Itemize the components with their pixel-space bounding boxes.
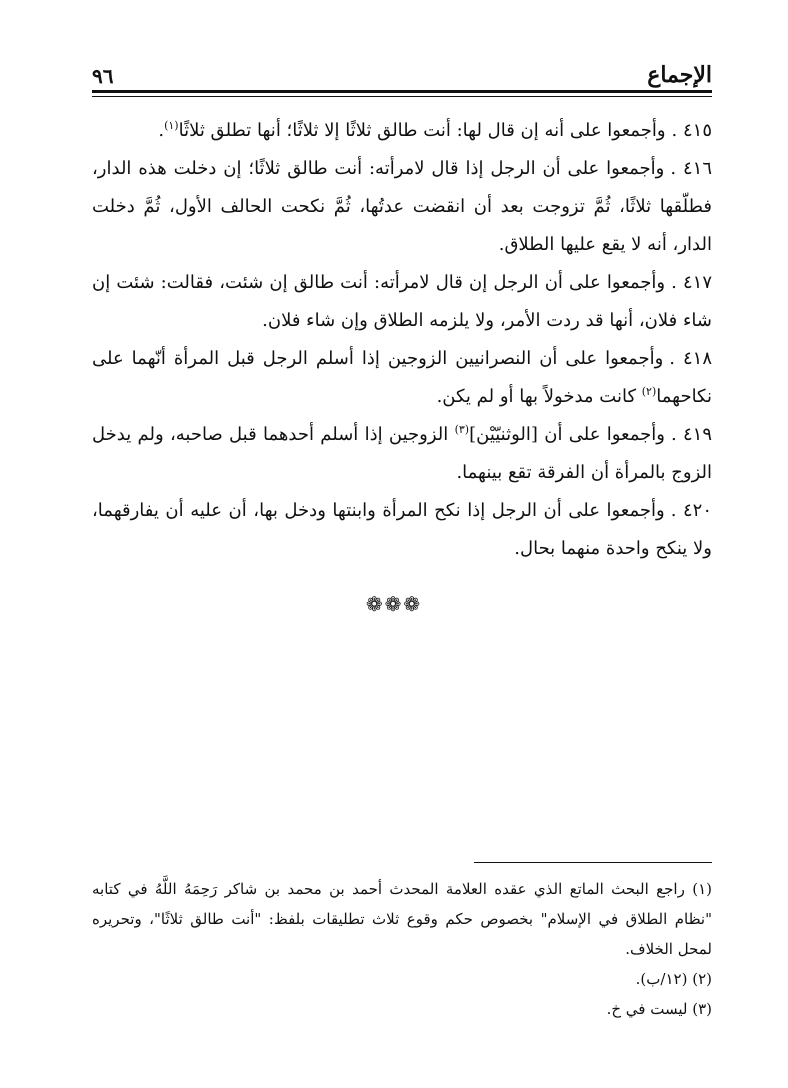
paragraph-number: ٤١٩ . (670, 424, 712, 445)
footnote-separator (474, 862, 712, 863)
paragraph-number: ٤١٥ . (671, 120, 712, 141)
paragraph-text: وأجمعوا على أن الرجل إن قال لامرأته: أنت طالق إن شئت، فقالت: شئت إن شاء فلان، أنها قد ردت الأمر، ولا يلزمه الطلاق وإن شاء فلان. (92, 272, 712, 331)
paragraph-415 (92, 112, 712, 150)
page-number: ٩٦ (92, 64, 114, 88)
paragraph-number: ٤١٦ . (670, 158, 713, 179)
paragraph-text: وأجمعوا على أن الرجل إذا قال لامرأته: أنت طالق ثلاثًا؛ إن دخلت هذه الدار، فطلّقها ثلاثًا، ثُمَّ تزوجت بعد أن انقضت عدتُها، ثُمَّ نكحت الحالف الأول، ثُمَّ دخلت الدار، أنه لا يقع عليها الطلاق. (92, 158, 712, 255)
footnote-1 (92, 874, 712, 964)
paragraph-text: وأجمعوا على أنه إن قال لها: أنت طالق ثلاثًا إلا ثلاثًا؛ أنها تطلق ثلاثًا (178, 120, 666, 141)
paragraph-number: ٤١٨ . (669, 348, 712, 369)
paragraph-420 (92, 492, 712, 568)
paragraph-text-tail: الزوجين إذا أسلم أحدهما قبل صاحبه، ولم يدخل الزوج بالمرأة أن الفرقة تقع بينهما. (92, 424, 712, 483)
paragraph-416 (92, 150, 712, 264)
paragraph-number: ٤٢٠ . (670, 500, 712, 521)
footnote-text: (١٢/ب). (635, 970, 688, 988)
footnote-marker: (٢) (692, 970, 712, 988)
paragraph-text: وأجمعوا على أن النصرانيين الزوجين إذا أسلم الرجل قبل المرأة أنّهما على نكاحهما (92, 348, 712, 407)
paragraph-number: ٤١٧ . (671, 272, 712, 293)
footnote-text: ليست في خ. (606, 1000, 688, 1018)
paragraph-text-tail: . (158, 120, 165, 141)
paragraph-text: وأجمعوا على أن [الوثنيّيْن] (469, 424, 665, 445)
paragraph-419 (92, 416, 712, 492)
footnote-ref[interactable]: (٣) (454, 423, 470, 436)
header-rule-thin (92, 96, 712, 97)
footnote-marker: (٣) (692, 1000, 712, 1018)
paragraph-418 (92, 340, 712, 416)
main-text (92, 112, 712, 568)
footnote-ref[interactable]: (٢) (641, 385, 657, 398)
footnote-ref[interactable]: (١) (164, 119, 179, 132)
footnote-2 (92, 964, 712, 994)
running-title: الإجماع (647, 62, 712, 88)
header-rule-thick (92, 90, 712, 93)
footnote-marker: (١) (692, 880, 712, 898)
footnote-3 (92, 994, 712, 1024)
footnote-text: راجع البحث الماتع الذي عقده العلامة المحدث أحمد بن محمد بن شاكر رَحِمَهُ اللَّهُ في كتابه "نظام الطلاق في الإسلام" بخصوص حكم وقوع ثلاث تطليقات بلفظ: "أنت طالق ثلاثًا"، وتحريره لمحل الخلاف. (92, 880, 712, 958)
paragraph-text: وأجمعوا على أن الرجل إذا نكح المرأة وابنتها ودخل بها، أن عليه أن يفارقهما، ولا ينكح واحدة منهما بحال. (92, 500, 712, 559)
paragraph-text-tail: كانت مدخولاً بها أو لم يكن. (436, 386, 642, 407)
section-ornament: ❁❁❁ (365, 592, 423, 616)
page-header (92, 58, 712, 88)
paragraph-417 (92, 264, 712, 340)
footnotes (92, 874, 712, 1024)
